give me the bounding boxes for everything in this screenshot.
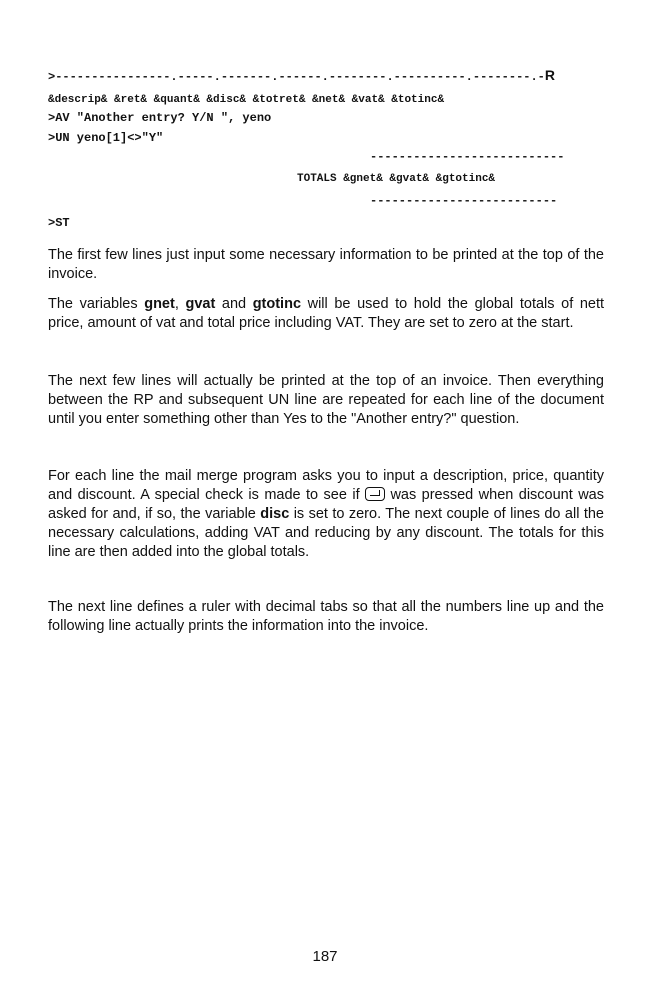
paragraph-mail-merge-text: is set to zero. The next couple of lines do all the necessary calculations, adding VAT and reducing by any discount. The totals for this line are then added into the global totals. bbox=[48, 506, 604, 560]
variable-disc: disc bbox=[260, 506, 290, 522]
separator: , bbox=[174, 296, 186, 312]
code-dashes-bottom: -------------------------- bbox=[370, 194, 558, 208]
code-st-line: >ST bbox=[48, 216, 70, 230]
code-dashes-top: --------------------------- bbox=[370, 150, 565, 164]
variable-gvat: gvat bbox=[185, 296, 216, 312]
paragraph-mail-merge bbox=[48, 467, 604, 562]
paragraph-intro: The first few lines just input some necessary information to be printed at the top of the invoice. bbox=[48, 247, 604, 282]
separator: and bbox=[215, 296, 253, 312]
ruler-end-marker: R bbox=[544, 67, 556, 83]
ruler-dots: >----------------.-----.-------.------.--------.----------.--------.- bbox=[48, 70, 545, 84]
paragraph-variables bbox=[48, 295, 604, 333]
code-totals-line: TOTALS &gnet& &gvat& &gtotinc& bbox=[297, 173, 496, 185]
ruler-line bbox=[48, 66, 555, 86]
page-number: 187 bbox=[312, 948, 338, 965]
return-key-icon bbox=[365, 487, 385, 501]
code-av-line: >AV "Another entry? Y/N ", yeno bbox=[48, 111, 272, 125]
paragraph-mail-merge-text: was pressed when discount was asked for and, if so, the variable bbox=[48, 487, 604, 522]
variable-gtotinc: gtotinc bbox=[252, 296, 302, 312]
paragraph-variables-text: The variables bbox=[48, 296, 145, 312]
paragraph-variables-text: will be used to hold the global totals of nett price, amount of vat and total price including VAT. They are set to zero at the start. bbox=[48, 296, 605, 331]
paragraph-ruler: The next line defines a ruler with decimal tabs so that all the numbers line up and the following line actually prints the information into the invoice. bbox=[48, 599, 604, 634]
code-fields-line: &descrip& &ret& &quant& &disc& &totret& &net& &vat& &totinc& bbox=[48, 94, 445, 106]
paragraph-repeat: The next few lines will actually be printed at the top of an invoice. Then everything between the RP and subsequent UN line are repeated for each line of the document until you enter something other than Yes to the "Another entry?" question. bbox=[48, 373, 604, 427]
code-un-line: >UN yeno[1]<>"Y" bbox=[48, 131, 164, 145]
paragraph-mail-merge-text: For each line the mail merge program asks you to input a description, price, quantity and discount. A special check is made to see if bbox=[48, 468, 604, 503]
variable-gnet: gnet bbox=[144, 296, 175, 312]
